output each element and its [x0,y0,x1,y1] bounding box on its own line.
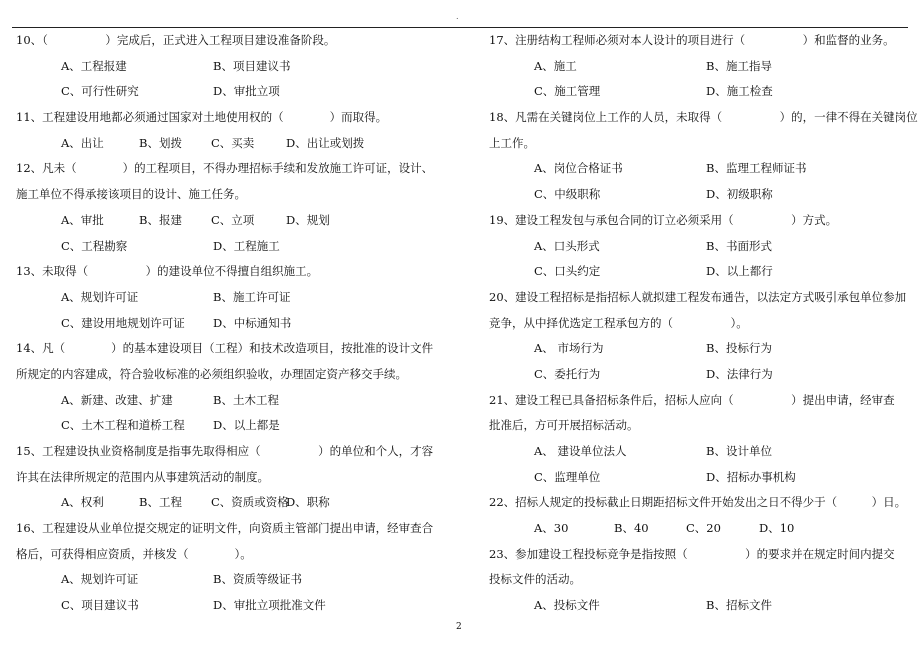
answer-option: D、10 [759,521,795,536]
answer-option: B、资质等级证书 [213,572,302,587]
answer-option: D、以上都是 [213,418,280,433]
options-line [489,516,909,542]
answer-option: C、施工管理 [534,84,601,99]
question-line: 所规定的内容建成，符合验收标准的必须组织验收，办理固定资产移交手续。 [16,366,407,381]
options-line [16,593,444,619]
answer-option: D、中标通知书 [213,315,292,330]
answer-option: A、权利 [61,495,104,510]
answer-option: B、土木工程 [213,392,279,407]
answer-option: D、工程施工 [213,238,280,253]
answer-option: B、40 [614,521,649,536]
options-line [16,285,444,311]
answer-option: C、工程勘察 [61,238,128,253]
answer-option: D、职称 [286,495,330,510]
question-line: 22、招标人规定的投标截止日期距招标文件开始发出之日不得少于（ ）日。 [489,495,907,510]
answer-option: B、书面形式 [706,238,772,253]
page-number: 2 [456,622,462,632]
answer-option: A、审批 [61,212,104,227]
answer-option: A、投标文件 [534,598,600,613]
question-line: 20、建设工程招标是指招标人就拟建工程发布通告，以法定方式吸引承包单位参加 [489,289,907,304]
answer-option: C、项目建议书 [61,598,139,613]
options-line [16,208,444,234]
answer-option: B、报建 [139,212,182,227]
question-line: 施工单位不得承接该项目的设计、施工任务。 [16,187,246,202]
answer-option: A、30 [534,521,569,536]
options-line [489,79,909,105]
question-line: 14、凡（ ）的基本建设项目（工程）和技术改造项目，按批准的设计文件 [16,341,434,356]
answer-option: C、建设用地规划许可证 [61,315,185,330]
answer-option: B、设计单位 [706,444,772,458]
answer-option: D、初级职称 [706,187,773,202]
options-line [16,567,444,593]
answer-option: B、招标文件 [706,598,772,613]
answer-option: A、规划许可证 [61,572,139,587]
options-line [489,259,909,285]
options-line [489,336,909,362]
answer-option: A、工程报建 [61,58,127,73]
options-line [489,156,909,182]
question-line: 格后，可获得相应资质，并核发（ ）。 [16,546,252,561]
options-line [489,362,909,388]
answer-option: A、出让 [61,135,104,150]
answer-option: C、土木工程和道桥工程 [61,418,185,433]
options-line [489,54,909,80]
options-line [16,131,444,157]
answer-option: A、口头形式 [534,238,600,253]
options-line [489,593,909,619]
options-line [16,413,444,439]
question-line: 12、凡未（ ）的工程项目，不得办理招标手续和发放施工许可证，设计、 [16,161,434,176]
question-line: 16、工程建设从业单位提交规定的证明文件，向资质主管部门提出申请，经审查合 [16,521,434,536]
answer-option: D、审批立项 [213,84,280,99]
question-line: 18、凡需在关键岗位上工作的人员，未取得（ ）的，一律不得在关键岗位 [489,110,918,125]
answer-option: C、口头约定 [534,264,601,279]
answer-option: A、施工 [534,58,577,73]
question-line: 17、注册结构工程师必须对本人设计的项目进行（ ）和监督的业务。 [489,33,895,47]
answer-option: D、法律行为 [706,366,773,381]
question-line: 批准后，方可开展招标活动。 [489,418,639,433]
options-line [16,79,444,105]
options-line [16,54,444,80]
answer-option: D、施工检查 [706,84,773,99]
answer-option: A、新建、改建、扩建 [61,392,173,407]
question-line: 竞争，从中择优选定工程承包方的（ ）。 [489,315,748,330]
answer-option: C、买卖 [211,135,255,150]
options-line [16,234,444,260]
answer-option: C、可行性研究 [61,84,139,99]
answer-option: B、监理工程师证书 [706,161,807,176]
answer-option: D、审批立项批准文件 [213,598,326,613]
answer-option: C、20 [686,521,721,536]
question-line: 13、未取得（ ）的建设单位不得擅自组织施工。 [16,264,319,279]
answer-option: B、投标行为 [706,341,772,356]
answer-option: C、立项 [211,212,255,227]
answer-option: B、划拨 [139,135,182,150]
header-mark: . [456,12,459,21]
answer-option: B、施工许可证 [213,289,291,304]
answer-option: A、 市场行为 [534,341,604,356]
options-line [489,465,909,491]
question-line: 10、（ ）完成后，正式进入工程项目建设准备阶段。 [16,33,336,47]
question-line: 15、工程建设执业资格制度是指事先取得相应（ ）的单位和个人，才容 [16,444,434,458]
answer-option: A、岗位合格证书 [534,161,623,176]
right-column [489,28,918,619]
answer-option: C、资质或资格 [211,495,289,510]
question-line: 19、建设工程发包与承包合同的订立必须采用（ ）方式。 [489,212,838,227]
question-line: 许其在法律所规定的范围内从事建筑活动的制度。 [16,469,269,484]
options-line [489,234,909,260]
answer-option: C、监理单位 [534,469,601,484]
question-line: 投标文件的活动。 [489,572,581,587]
options-line [16,388,444,414]
question-line: 21、建设工程已具备招标条件后，招标人应向（ ）提出申请，经审查 [489,392,895,407]
answer-option: D、招标办事机构 [706,469,796,484]
answer-option: A、 建设单位法人 [534,444,627,458]
answer-option: C、委托行为 [534,366,601,381]
answer-option: D、规划 [286,212,330,227]
answer-option: A、规划许可证 [61,289,139,304]
answer-option: C、中级职称 [534,187,601,202]
question-line: 11、工程建设用地都必须通过国家对土地使用权的（ ）而取得。 [16,110,388,125]
question-line: 23、参加建设工程投标竞争是指按照（ ）的要求并在规定时间内提交 [489,546,895,561]
answer-option: B、施工指导 [706,58,772,73]
left-column [16,28,444,619]
options-line [489,439,909,465]
answer-option: B、项目建议书 [213,58,291,73]
question-line: 上工作。 [489,135,535,150]
options-line [489,182,909,208]
answer-option: D、以上都行 [706,264,773,279]
options-line [16,490,444,516]
answer-option: B、工程 [139,495,182,510]
options-line [16,311,444,337]
answer-option: D、出让或划拨 [286,135,365,150]
